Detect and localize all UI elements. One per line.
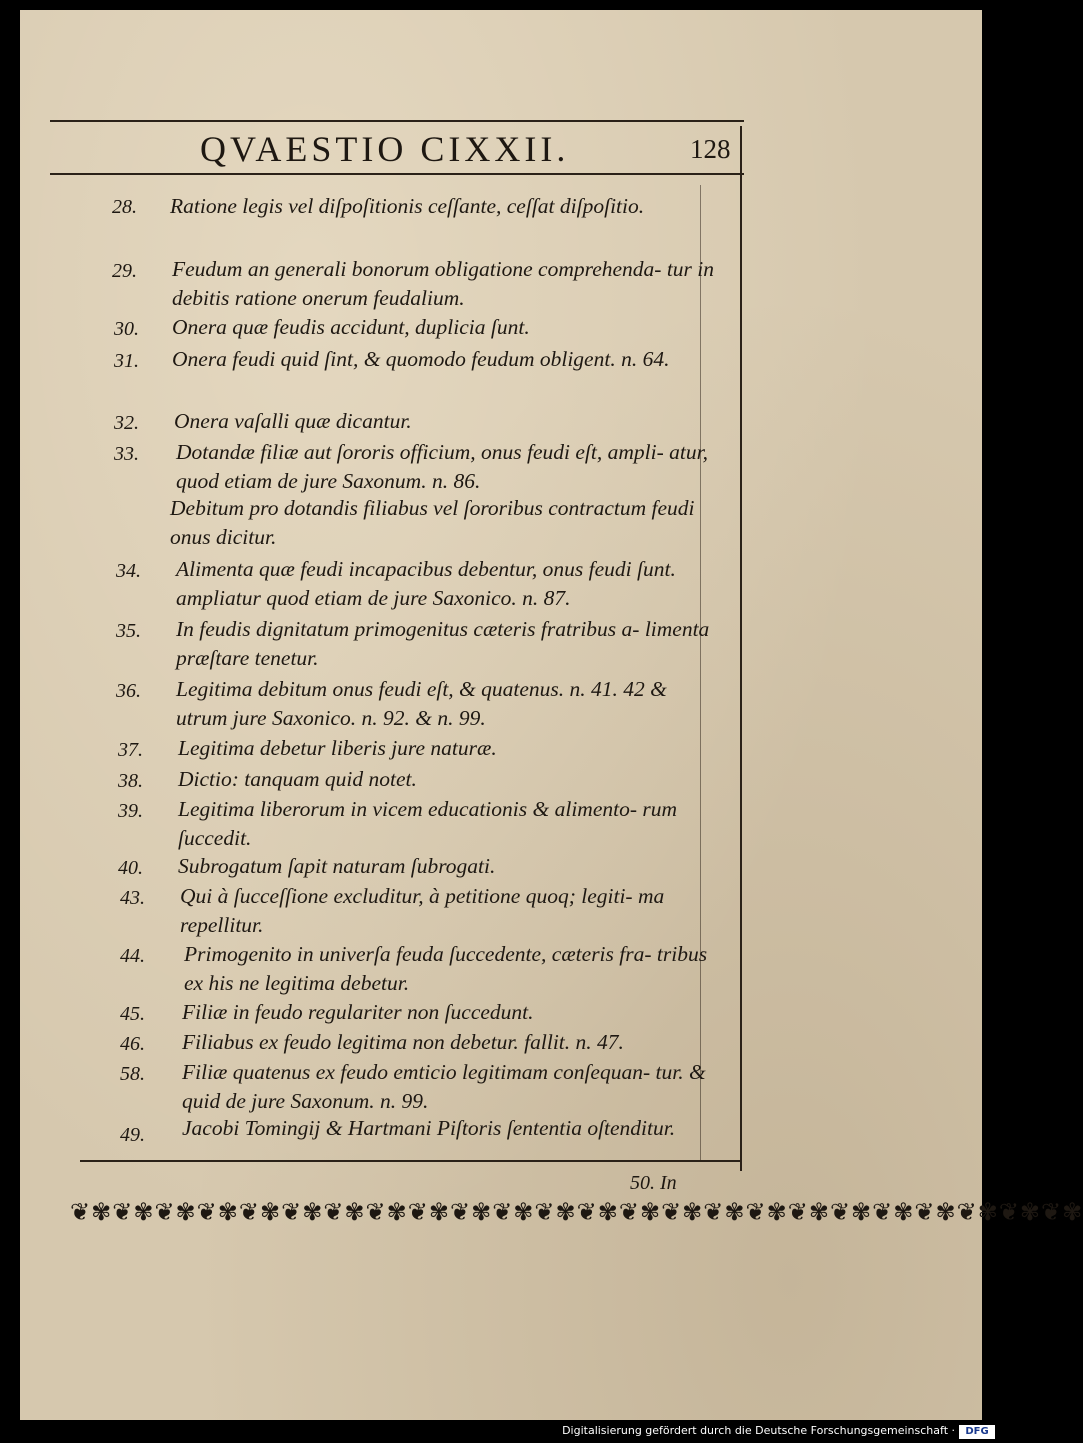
entry-text: Primogenito in univerſa feuda ſuccedente, cæteris fra- tribus ex his ne legitima debetur. [184,942,708,995]
entry-number: 35. [116,620,141,642]
entry-text: Onera vaſalli quæ dicantur. [174,409,412,433]
entry-number: 44. [120,945,145,967]
entry-number: 38. [118,770,143,792]
entry-number: 31. [114,350,139,372]
entry-text: In feudis dignitatum primogenitus cæteris fratribus a- limenta præſtare tenetur. [176,617,710,670]
entry-number: 34. [116,560,141,582]
entry-text: Qui à ſucceſſione excluditur, à petitione quoq; legiti- ma repellitur. [180,884,665,937]
entry-text: Debitum pro dotandis filiabus vel ſororibus contractum feudi onus dicitur. [170,496,695,549]
entry-number: 49. [120,1124,145,1146]
entry-text: Dotandæ filiæ aut ſororis officium, onus feudi eſt, ampli- atur, quod etiam de jure Saxonum. n. 86. [176,440,708,493]
entry-number: 28. [112,196,137,218]
entry-text: Subrogatum ſapit naturam ſubrogati. [178,854,496,878]
entry-number: 30. [114,318,139,340]
catchword: 50. In [630,1172,677,1194]
entry-text: Onera quæ feudis accidunt, duplicia ſunt. [172,315,530,339]
entry-number: 36. [116,680,141,702]
entry-text: Dictio: tanquam quid notet. [178,767,417,791]
dfg-logo: DFG [959,1425,995,1439]
entry-text: Alimenta quæ feudi incapacibus debentur, onus feudi ſunt. ampliatur quod etiam de jure Saxonico. n. 87. [176,557,676,610]
entry-text: Ratione legis vel diſpoſitionis ceſſante, ceſſat diſpoſitio. [170,194,645,218]
header-rule-top [50,120,744,122]
entry-text: Legitima debitum onus feudi eſt, & quatenus. n. 41. 42 & utrum jure Saxonico. n. 92. & n. 99. [176,677,667,730]
entry-number: 45. [120,1003,145,1025]
entry-number: 43. [120,887,145,909]
entry-text: Jacobi Tomingij & Hartmani Piſtoris ſententia oſtenditur. [182,1116,676,1140]
entry-text: Filiæ quatenus ex feudo emticio legitimam conſequan- tur. & quid de jure Saxonum. n. 99. [182,1060,706,1113]
entry-text: Filiabus ex feudo legitima non debetur. fallit. n. 47. [182,1030,624,1054]
footer-rule [80,1160,740,1162]
entry-number: 39. [118,800,143,822]
entry-text: Feudum an generali bonorum obligatione comprehenda- tur in debitis ratione onerum feudalium. [172,257,715,310]
page-number: 128 [690,134,731,164]
entry-text: Legitima debetur liberis jure naturæ. [178,736,497,760]
entry-number: 58. [120,1063,145,1085]
entry-number: 29. [112,260,137,282]
entry-number: 40. [118,857,143,879]
frame-right-rule [740,126,742,1171]
entry-number: 33. [114,443,139,465]
entry-text: Legitima liberorum in vicem educationis & alimento- rum ſuccedit. [178,797,678,850]
header-rule-bottom [50,173,744,175]
entry-number: 46. [120,1033,145,1055]
entry-number: 37. [118,739,143,761]
funding-notice: Digitalisierung gefördert durch die Deutsche Forschungsgemeinschaft · [562,1424,955,1437]
ornament-band: ❦✾❦✾❦✾❦✾❦✾❦✾❦✾❦✾❦✾❦✾❦✾❦✾❦✾❦✾❦✾❦✾❦✾❦✾❦✾❦✾❦✾❦✾❦✾❦✾ [70,1198,1083,1226]
running-head: QVAESTIO CIXXII. [200,129,570,169]
entry-number: 32. [114,412,139,434]
entry-text: Onera feudi quid ſint, & quomodo feudum obligent. n. 64. [172,347,670,371]
entry-text: Filiæ in feudo regulariter non ſuccedunt. [182,1000,534,1024]
